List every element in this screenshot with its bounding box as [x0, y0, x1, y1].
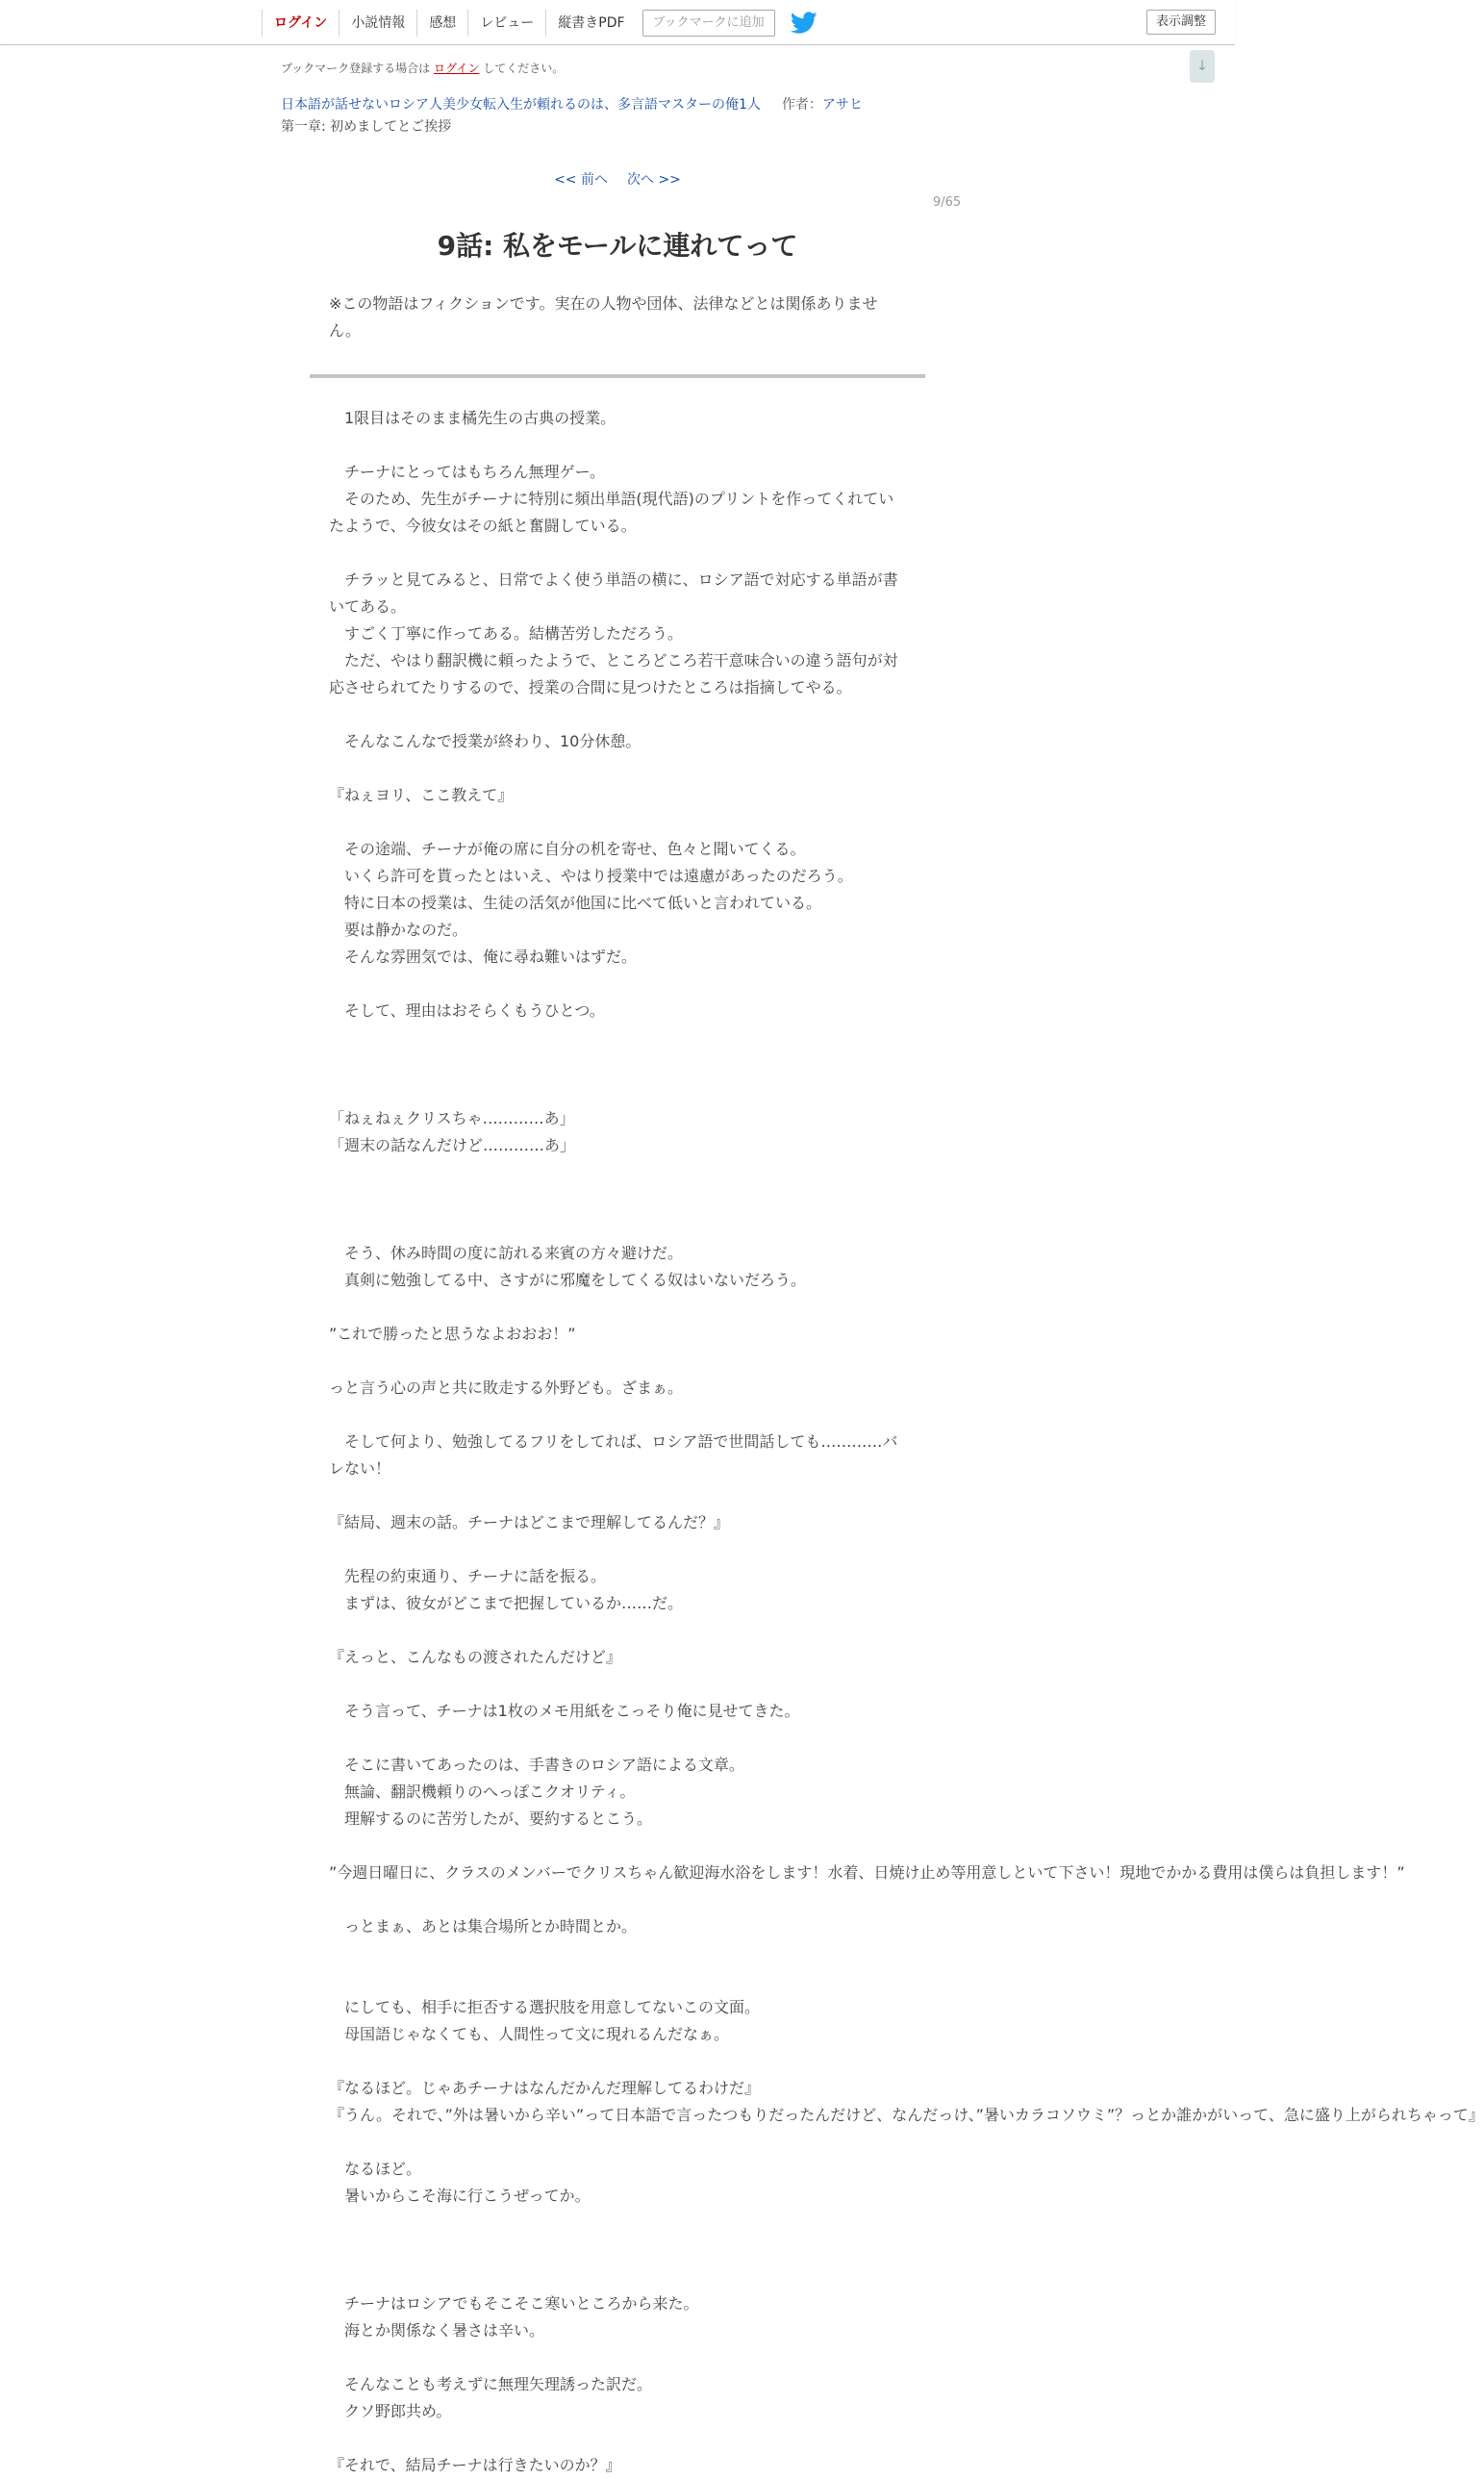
body-line: 理解するのに苦労したが、要約するとこう。	[329, 1809, 653, 1828]
episode-pager	[0, 169, 1235, 189]
blank-line	[329, 1024, 906, 1051]
nav-novel-info[interactable]: 小説情報	[339, 10, 416, 37]
display-settings-button[interactable]: 表示調整	[1146, 10, 1216, 35]
notice-suffix: してください。	[483, 62, 565, 75]
blank-line	[329, 1940, 906, 1994]
blank-line	[329, 1482, 906, 1509]
body-line: いくら許可を貰ったとはいえ、やはり授業中では遠慮があったのだろう。	[329, 867, 853, 885]
add-bookmark-button[interactable]: ブックマークに追加	[642, 10, 775, 37]
body-line: 無論、翻訳機頼りのへっぽこクオリティ。	[329, 1783, 636, 1801]
blank-line	[329, 1725, 906, 1752]
blank-line	[329, 1833, 906, 1859]
blank-line	[329, 1671, 906, 1698]
body-line: クソ野郎共め。	[329, 2402, 452, 2420]
body-line: 「週末の話なんだけど…………あ」	[329, 1136, 576, 1154]
body-line: その途端、チーナが俺の席に自分の机を寄せ、色々と聞いてくる。	[329, 840, 806, 858]
blank-line	[329, 1348, 906, 1375]
blank-line	[329, 1294, 906, 1321]
body-line: そのため、先生がチーナに特別に頻出単語(現代語)のプリントを作ってくれていたようで、今彼女はその紙と奮闘している。	[329, 490, 894, 535]
episode-title: 9話: 私をモールに連れてって	[437, 230, 798, 262]
next-episode-link[interactable]: 次へ >>	[627, 172, 681, 188]
novel-info-line	[281, 94, 863, 114]
scroll-down-button[interactable]: ↓	[1190, 50, 1215, 83]
body-line: 要は静かなのだ。	[329, 921, 468, 939]
body-line: っと言う心の声と共に敗走する外野ども。ざまぁ。	[329, 1379, 684, 1397]
body-line: 『それで、結局チーナは行きたいのか？』	[329, 2456, 621, 2474]
body-line: チラッと見てみると、日常でよく使う単語の横に、ロシア語で対応する単語が書いてある。	[329, 570, 898, 616]
body-line: チーナにとってはもちろん無理ゲー。	[329, 463, 606, 481]
blank-line	[329, 971, 906, 998]
episode-count: 9/65	[933, 195, 962, 210]
blank-line	[329, 2048, 906, 2075]
blank-line	[329, 432, 906, 459]
blank-line	[329, 1536, 906, 1563]
blank-line	[329, 2344, 906, 2371]
blank-line	[329, 1078, 906, 1105]
body-line: そして、理由はおそらくもうひとつ。	[329, 1001, 605, 1020]
body-line: 1限目はそのまま橘先生の古典の授業。	[329, 409, 616, 427]
body-line: そう言って、チーナは1枚のメモ用紙をこっそり俺に見せてきた。	[329, 1702, 800, 1720]
blank-line	[329, 2264, 906, 2290]
body-line: そんなこんなで授業が終わり、10分休憩。	[329, 732, 641, 750]
body-line: 母国語じゃなくても、人間性って文に現れるんだなぁ。	[329, 2025, 730, 2043]
blank-line	[329, 1402, 906, 1429]
body-line: 暑いからこそ海に行こうぜってか。	[329, 2187, 591, 2205]
blank-line	[329, 1617, 906, 1644]
author-link[interactable]: アサヒ	[821, 97, 863, 113]
body-line: 『なるほど。じゃあチーナはなんだかんだ理解してるわけだ』	[329, 2079, 761, 2097]
body-line: 真剣に勉強してる中、さすがに邪魔をしてくる奴はいないだろう。	[329, 1271, 807, 1289]
body-line: 海とか関係なく暑さは辛い。	[329, 2321, 545, 2340]
body-line: そして何より、勉強してるフリをしてれば、ロシア語で世間話しても…………バレない！	[329, 1432, 898, 1478]
body-line: そんな雰囲気では、俺に尋ね難いはずだ。	[329, 948, 638, 966]
blank-line	[329, 1886, 906, 1913]
blank-line	[329, 1186, 906, 1213]
twitter-icon[interactable]	[791, 12, 817, 35]
body-line: 特に日本の授業は、生徒の活気が他国に比べて低いと言われている。	[329, 894, 822, 912]
body-line: 「ねぇねぇクリスちゃ…………あ」	[329, 1109, 575, 1127]
notice-login-link[interactable]: ログイン	[434, 62, 480, 75]
body-line: そんなことも考えずに無理矢理誘った訳だ。	[329, 2375, 653, 2393]
body-line: っとまぁ、あとは集合場所とか時間とか。	[329, 1917, 638, 1935]
bookmark-login-notice	[281, 60, 564, 76]
blank-line	[329, 1051, 906, 1078]
body-line: ただ、やはり翻訳機に頼ったようで、ところどころ若干意味合いの違う語句が対応させられてたりするので、授業の合間に見つけたところは指摘してやる。	[329, 651, 898, 696]
episode-preface: ※この物語はフィクションです。実在の人物や団体、法律などとは関係ありません。	[329, 294, 878, 340]
blank-line	[329, 540, 906, 567]
chapter-title: 第一章: 初めましてとご挨拶	[281, 119, 452, 135]
notice-prefix: ブックマーク登録する場合は	[281, 62, 431, 75]
body-line: ”今週日曜日に、クラスのメンバーでクリスちゃん歓迎海水浴をします！水着、日焼け止め等用意しといて下さい！現地でかかる費用は僕らは負担します！”	[329, 1863, 1405, 1882]
nav-login[interactable]: ログイン	[262, 10, 339, 37]
top-navigation-bar	[0, 0, 1235, 45]
body-line: なるほど。	[329, 2160, 422, 2178]
preface-divider	[310, 374, 925, 378]
blank-line	[329, 1213, 906, 1240]
body-line: すごく丁寧に作ってある。結構苦労しただろう。	[329, 624, 684, 643]
blank-line	[329, 701, 906, 728]
body-line: まずは、彼女がどこまで把握しているか……だ。	[329, 1594, 684, 1612]
body-line: 『ねぇヨリ、ここ教えて』	[329, 786, 514, 804]
body-line: 『えっと、こんなもの渡されたんだけど』	[329, 1648, 622, 1666]
blank-line	[329, 1159, 906, 1186]
body-line: ”これで勝ったと思うなよおおお！”	[329, 1325, 576, 1343]
body-line: にしても、相手に拒否する選択肢を用意してないこの文面。	[329, 1998, 761, 2016]
body-line: そこに書いてあったのは、手書きのロシア語による文章。	[329, 1756, 744, 1774]
nav-vertical-pdf[interactable]: 縦書きPDF	[545, 10, 636, 37]
body-line: 『うん。それで、”外は暑いから辛い”って日本語で言ったつもりだったんだけど、なんだっけ、”暑いカラコソウミ”？っとか誰かがいって、急に盛り上がられちゃって』	[329, 2106, 1484, 2124]
blank-line	[329, 2425, 906, 2452]
nav-review[interactable]: レビュー	[467, 10, 545, 37]
body-line: そう、休み時間の度に訪れる来賓の方々避けだ。	[329, 1244, 684, 1262]
author-label: 作者：	[781, 97, 822, 113]
body-line: チーナはロシアでもそこそこ寒いところから来た。	[329, 2294, 699, 2313]
prev-episode-link[interactable]: << 前へ	[554, 172, 608, 188]
novel-title-link[interactable]: 日本語が話せないロシア人美少女転入生が頼れるのは、多言語マスターの俺1人	[281, 97, 761, 113]
blank-line	[329, 2129, 906, 2156]
blank-line	[329, 809, 906, 836]
nav-impressions[interactable]: 感想	[416, 10, 467, 37]
body-line: 先程の約束通り、チーナに話を振る。	[329, 1567, 607, 1585]
blank-line	[329, 755, 906, 782]
main-nav	[262, 9, 817, 38]
body-line: 『結局、週末の話。チーナはどこまで理解してるんだ？』	[329, 1513, 730, 1531]
episode-body	[329, 405, 1484, 2479]
